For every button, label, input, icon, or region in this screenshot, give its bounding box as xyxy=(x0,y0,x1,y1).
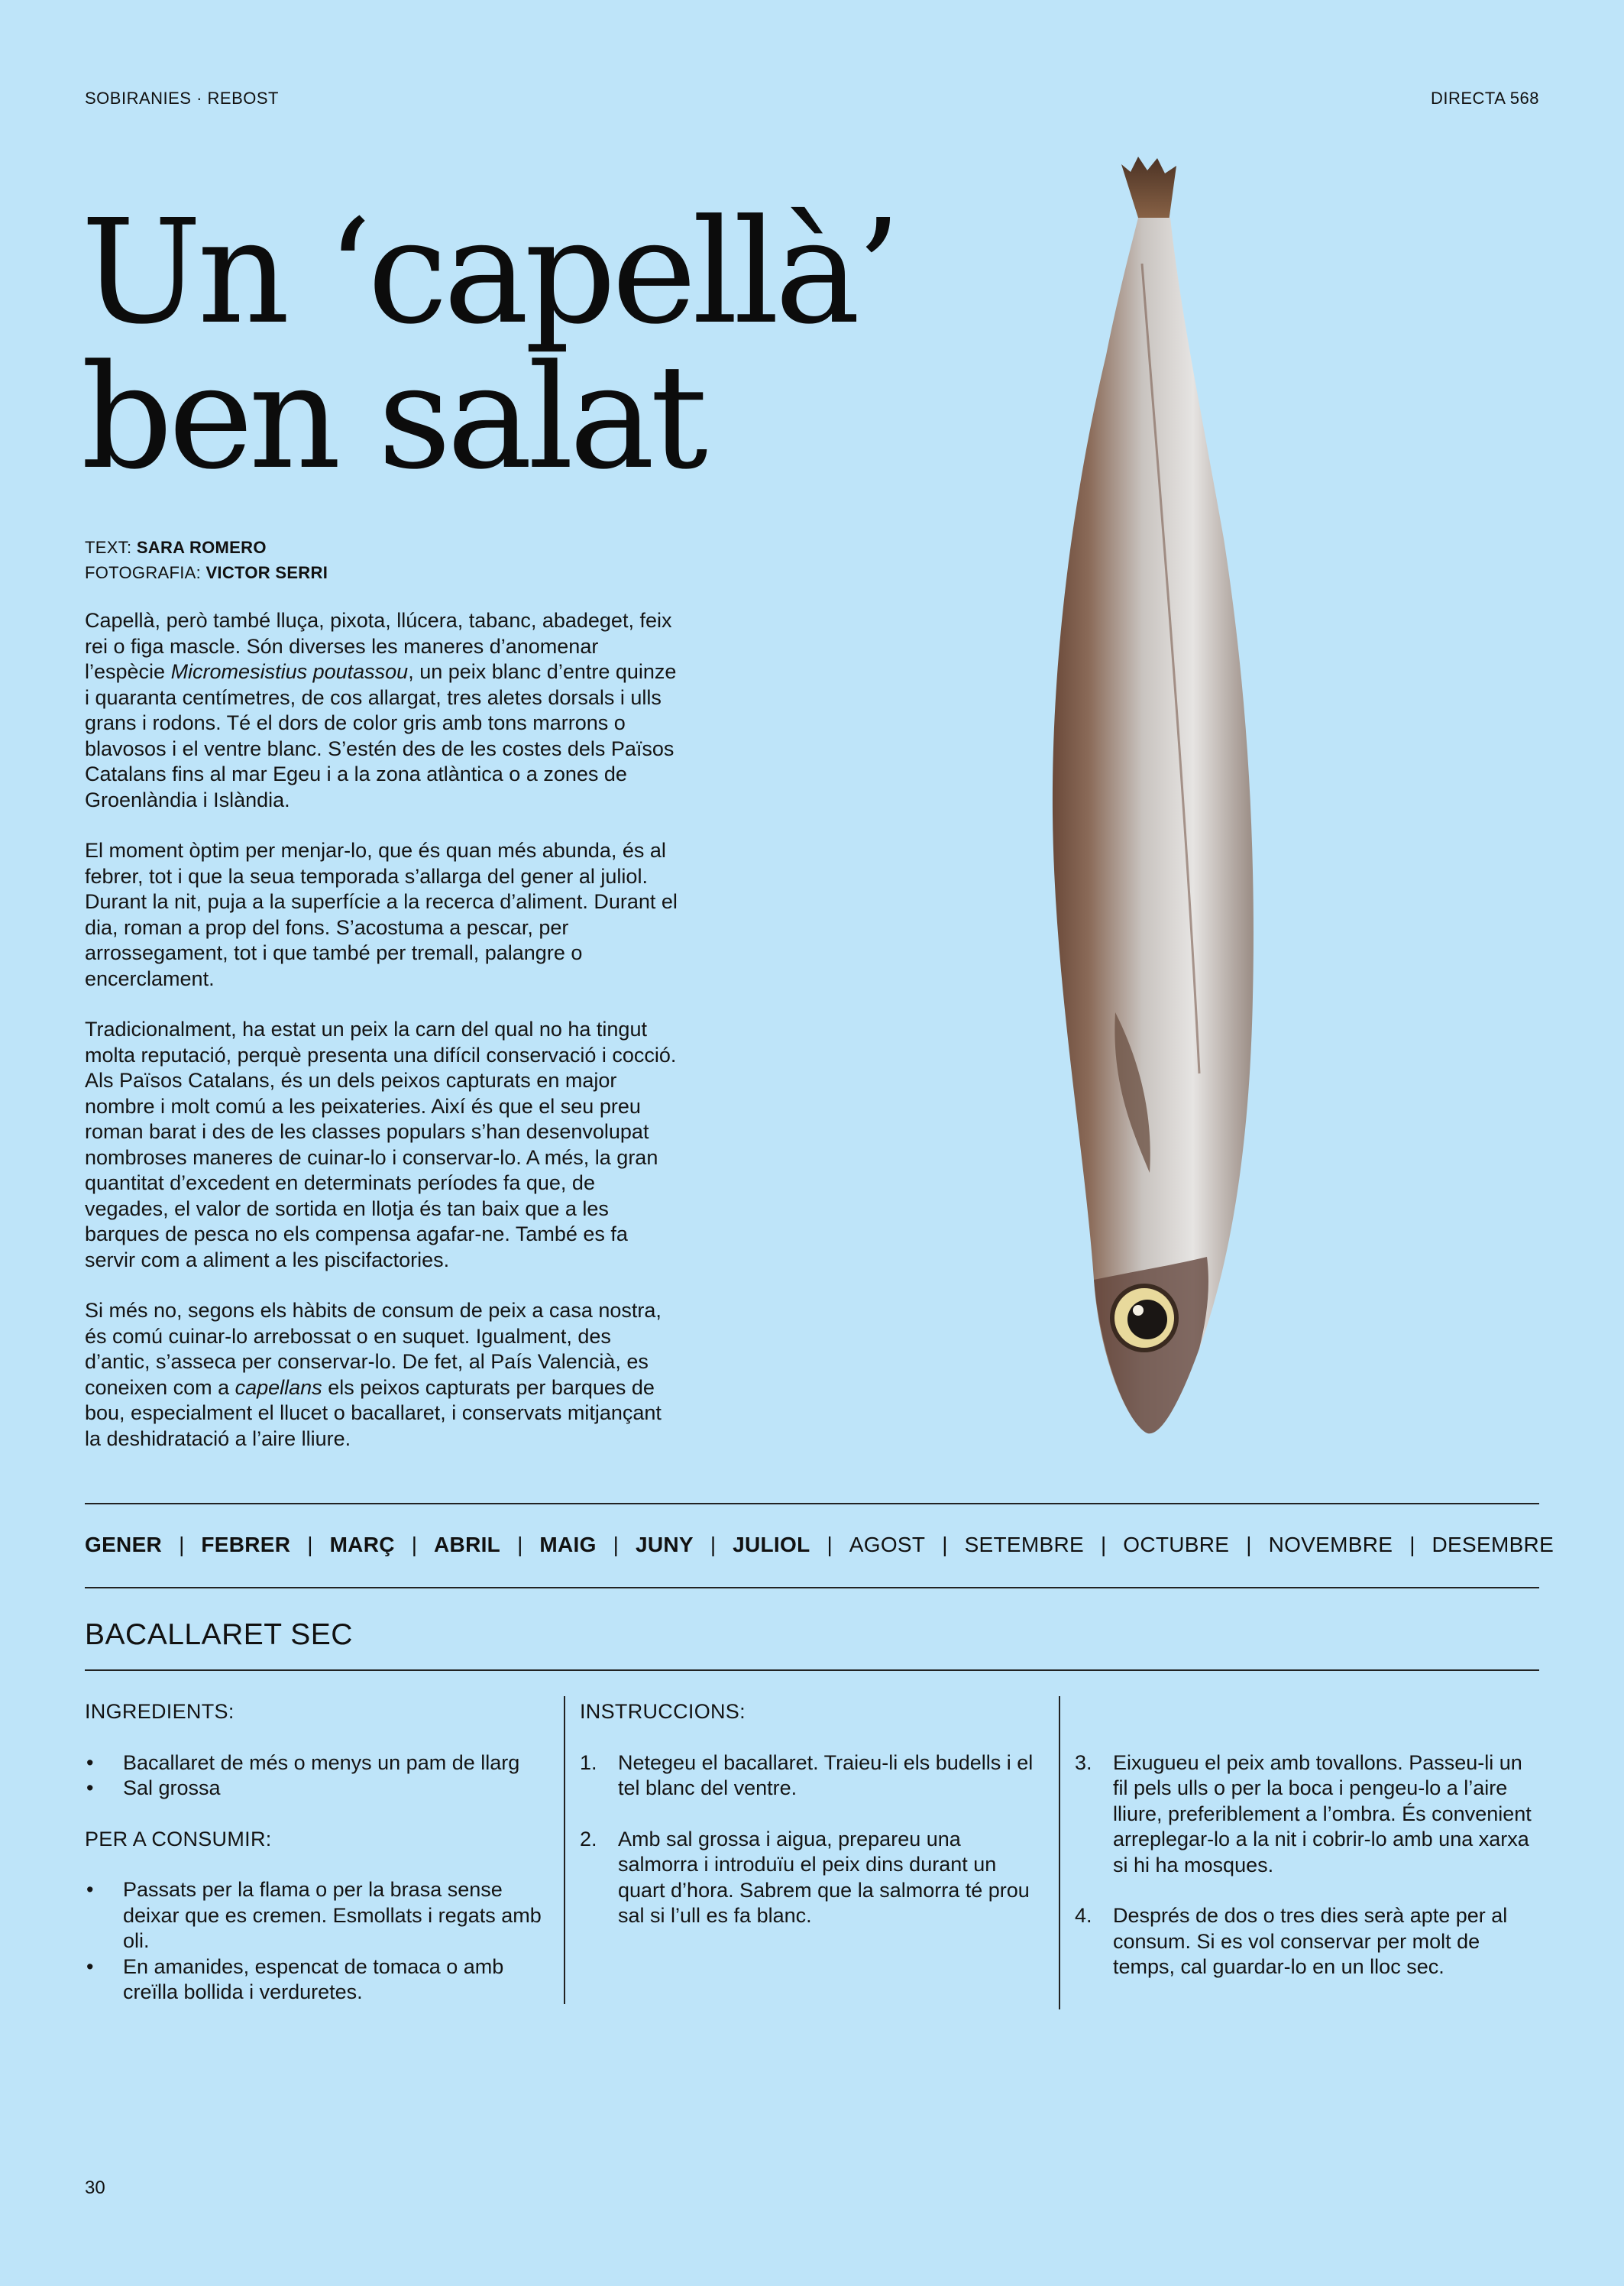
month-maig: MAIG xyxy=(539,1533,597,1556)
text-credit-label: TEXT: xyxy=(85,538,137,557)
consume-item: • En amanides, espencat de tomaca o amb creïlla bollida i verduretes. xyxy=(85,1954,551,2006)
instruction-step: 1. Netegeu el bacallaret. Traieu-li els budells i el tel blanc del ventre. xyxy=(580,1750,1034,1799)
instructions-list-part-1 xyxy=(580,1750,1046,1929)
instructions-list-part-2 xyxy=(1075,1750,1541,1980)
instruction-step: 3. Eixugueu el peix amb tovallons. Passeu-li un fil pels ulls o per la boca i pengeu-lo a l’aire lliure, preferiblement a l’ombra. És convenient arreplegar-lo a la nit i cobrir-lo amb una xarxa si hi ha mosques. xyxy=(1075,1750,1532,1876)
photo-credit-author: VICTOR SERRI xyxy=(205,563,328,582)
ingredients-list xyxy=(85,1750,551,1802)
instructions-heading: INSTRUCCIONS: xyxy=(580,1700,746,1723)
consume-item: • Passats per la flama o per la brasa sense deixar que es cremen. Esmollats i regats amb oli. xyxy=(85,1877,551,1954)
issue-label: DIRECTA 568 xyxy=(1430,89,1539,108)
month-setembre: SETEMBRE xyxy=(964,1533,1084,1556)
headline-line-2: ben salat xyxy=(81,334,704,501)
photo-credit-label: FOTOGRAFIA: xyxy=(85,563,206,582)
article-paragraph-4: Si més no, segons els hàbits de consum de peix a casa nostra, és comú cuinar-lo arrebossat o en suquet. Igualment, des d’antic, s’asseca per conservar-lo. De fet, al País Valencià, es coneixen com a capellans els peixos capturats per barques de bou, especialment el llucet o bacallaret, i conservats mitjançant la deshidratació a l’aire lliure. xyxy=(85,1299,662,1450)
months-bottom-rule xyxy=(85,1587,1539,1588)
dried-fish-photo xyxy=(1024,157,1283,1448)
ingredient-item: • Bacallaret de més o menys un pam de llarg xyxy=(85,1750,551,1776)
column-divider-2 xyxy=(1059,1696,1060,2009)
text-credit-author: SARA ROMERO xyxy=(136,538,267,557)
page-number: 30 xyxy=(85,2178,105,2198)
recipe-title: BACALLARET SEC xyxy=(85,1618,353,1651)
article-paragraph-1: Capellà, però també lluça, pixota, llúcera, tabanc, abadeget, feix rei o figa mascle. Són diverses les maneres d’anomenar l’espècie Micromesistius poutassou, un peix blanc d’entre quinze i quaranta centímetres, de cos allargat, tres aletes dorsals i ulls grans i rodons. Té el dors de color gris amb tons marrons o blavosos i el ventre blanc. S’estén des de les costes dels Països Catalans fins al mar Egeu i a la zona atlàntica o a zones de Groenlàndia i Islàndia. xyxy=(85,609,677,811)
month-desembre: DESEMBRE xyxy=(1432,1533,1554,1556)
season-months-bar: GENER | FEBRER | MARÇ | ABRIL | MAIG | JUNY | JULIOL | AGOST | SETEMBRE | OCTUBRE | NOVEMBRE | DESEMBRE xyxy=(85,1533,1554,1556)
fish-tail xyxy=(1121,157,1176,222)
month-marc: MARÇ xyxy=(329,1533,395,1556)
instruction-step: 4. Després de dos o tres dies serà apte per al consum. Si es vol conservar per molt de temps, cal guardar-lo en un lloc sec. xyxy=(1075,1904,1508,1978)
recipe-title-rule xyxy=(85,1669,1539,1671)
ingredients-column xyxy=(85,1699,551,2006)
month-febrer: FEBRER xyxy=(201,1533,291,1556)
instructions-column xyxy=(580,1699,1046,1954)
article-paragraph-3: Tradicionalment, ha estat un peix la carn del qual no ha tingut molta reputació, perquè presenta una difícil conservació i cocció. Als Països Catalans, és un dels peixos capturats en major nombre i molt comú a les peixateries. Així és que el seu preu roman barat i des de les classes populars s’han desenvolupat nombroses maneres de cuinar-lo i conservar-lo. A més, la gran quantitat d’excedent en determinats períodes fa que, de vegades, el valor de sortida en llotja és tan baix que a les barques de pesca no els compensa agafar-ne. També es fa servir com a aliment a les piscifactories. xyxy=(85,1018,677,1271)
article-paragraph-2: El moment òptim per menjar-lo, que és quan més abunda, és al febrer, tot i que la seua temporada s’allarga del gener al juliol. Durant la nit, puja a la superfície a la recerca d’aliment. Durant el dia, roman a prop del fons. S’acostuma a pescar, per arrossegament, tot i que també per tremall, palangre o encerclament. xyxy=(85,839,678,990)
photo-credit xyxy=(85,560,328,586)
month-gener: GENER xyxy=(85,1533,163,1556)
month-abril: ABRIL xyxy=(434,1533,501,1556)
consume-heading: PER A CONSUMIR: xyxy=(85,1827,272,1850)
text-credit xyxy=(85,535,267,561)
headline xyxy=(81,189,959,501)
article-body xyxy=(85,608,681,1477)
consume-list xyxy=(85,1877,551,2006)
species-name: Micromesistius poutassou xyxy=(170,660,409,683)
instruction-step: 2. Amb sal grossa i aigua, prepareu una salmorra i introduïu el peix dins durant un quart d’hora. Sabrem que la salmorra té prou sal si l’ull es fa blanc. xyxy=(580,1827,1030,1927)
month-agost: AGOST xyxy=(849,1533,926,1556)
month-octubre: OCTUBRE xyxy=(1123,1533,1230,1556)
column-divider-1 xyxy=(564,1696,565,2004)
months-top-rule xyxy=(85,1503,1539,1504)
ingredient-item: • Sal grossa xyxy=(85,1776,551,1802)
month-novembre: NOVEMBRE xyxy=(1268,1533,1393,1556)
capellans-term: capellans xyxy=(235,1375,322,1399)
month-juny: JUNY xyxy=(635,1533,694,1556)
ingredients-heading: INGREDIENTS: xyxy=(85,1700,235,1723)
headline-line-1: Un ‘capellà’ xyxy=(81,189,898,356)
instructions-continued-column xyxy=(1075,1699,1541,2006)
month-juliol: JULIOL xyxy=(733,1533,810,1556)
section-label: SOBIRANIES · REBOST xyxy=(85,89,279,108)
